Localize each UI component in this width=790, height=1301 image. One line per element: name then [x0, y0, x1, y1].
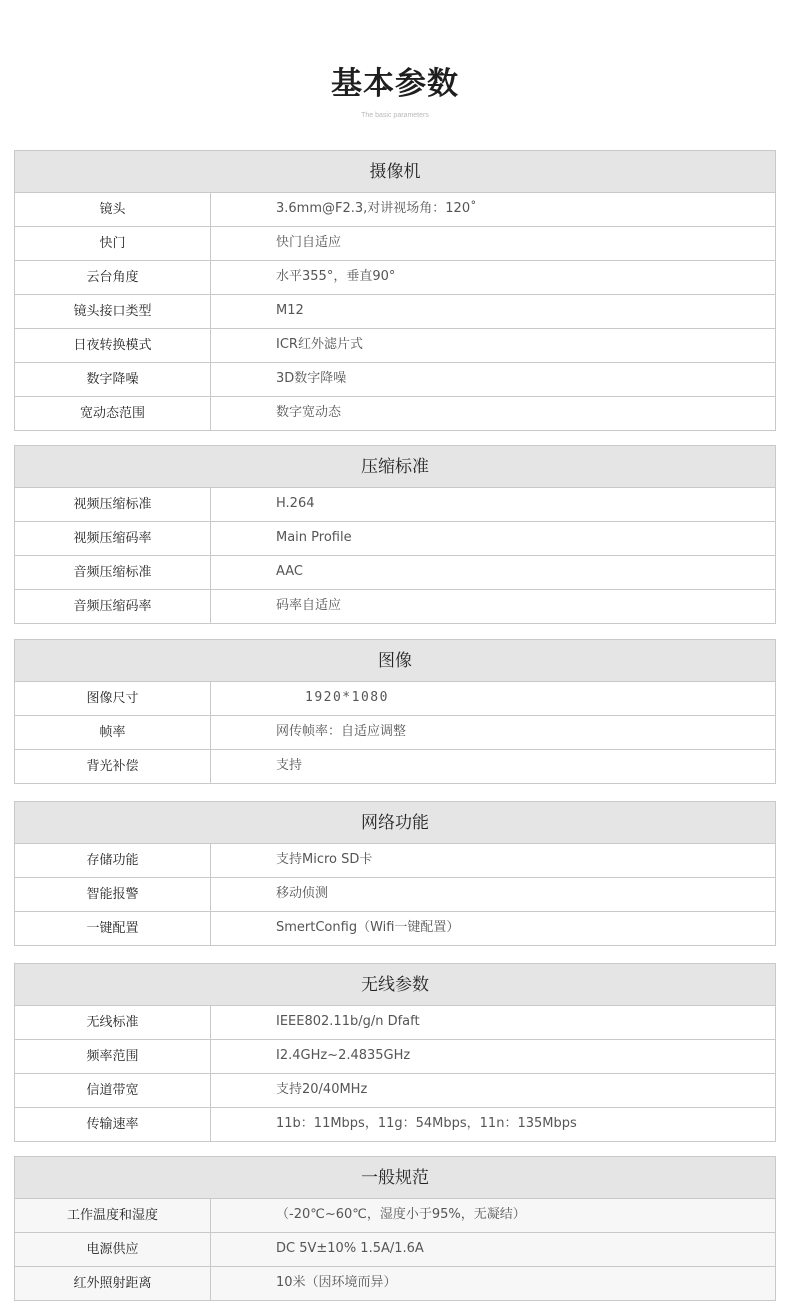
spec-label: 数字降噪: [15, 363, 211, 396]
spec-value: （-20℃~60℃，湿度小于95%，无凝结）: [276, 1207, 526, 1222]
spec-row: [15, 1266, 775, 1300]
spec-label: 工作温度和湿度: [15, 1199, 211, 1232]
spec-value: 3.6mm@F2.3,对讲视场角：120˚: [276, 201, 477, 216]
spec-label: 智能报警: [15, 878, 211, 911]
section-compression: [14, 445, 776, 624]
spec-row: [15, 396, 775, 430]
spec-label: 日夜转换模式: [15, 329, 211, 362]
spec-value: 移动侦测: [276, 886, 329, 901]
spec-label: 视频压缩标准: [15, 488, 211, 521]
spec-row: [15, 555, 775, 589]
spec-row: [15, 294, 775, 328]
spec-value: 支持: [276, 758, 303, 773]
spec-value: I2.4GHz~2.4835GHz: [276, 1048, 411, 1063]
spec-row: [15, 877, 775, 911]
section-title: 图像: [15, 640, 775, 681]
spec-row: [15, 192, 775, 226]
spec-value: 1920*1080: [305, 690, 389, 705]
spec-row: [15, 1198, 775, 1232]
spec-label: 快门: [15, 227, 211, 260]
spec-value: 水平355°，垂直90°: [276, 269, 396, 284]
spec-row: [15, 362, 775, 396]
spec-label: 镜头: [15, 193, 211, 226]
spec-row: [15, 1005, 775, 1039]
spec-row: [15, 749, 775, 783]
spec-value: SmertConfig（Wifi一键配置）: [276, 920, 460, 935]
spec-value: 快门自适应: [276, 235, 342, 250]
spec-value: AAC: [276, 564, 303, 579]
spec-value: 3D数字降噪: [276, 371, 347, 386]
spec-value: IEEE802.11b/g/n Dfaft: [276, 1014, 420, 1029]
spec-label: 背光补偿: [15, 750, 211, 783]
spec-row: [15, 1232, 775, 1266]
section-network: [14, 801, 776, 946]
spec-label: 存储功能: [15, 844, 211, 877]
spec-row: [15, 681, 775, 715]
spec-row: [15, 487, 775, 521]
spec-label: 宽动态范围: [15, 397, 211, 430]
spec-value: 支持Micro SD卡: [276, 852, 373, 867]
spec-label: 音频压缩标准: [15, 556, 211, 589]
spec-row: [15, 843, 775, 877]
spec-row: [15, 1107, 775, 1141]
spec-label: 镜头接口类型: [15, 295, 211, 328]
spec-label: 图像尺寸: [15, 682, 211, 715]
spec-label: 无线标准: [15, 1006, 211, 1039]
spec-row: [15, 226, 775, 260]
section-general: [14, 1156, 776, 1301]
spec-row: [15, 521, 775, 555]
spec-label: 信道带宽: [15, 1074, 211, 1107]
spec-value: 10米（因环境而异）: [276, 1275, 397, 1290]
page-subtitle: The basic parameters: [361, 112, 429, 119]
spec-row: [15, 911, 775, 945]
spec-value: Main Profile: [276, 530, 352, 545]
section-wireless: [14, 963, 776, 1142]
section-camera: [14, 150, 776, 431]
spec-value: 11b：11Mbps，11g：54Mbps，11n：135Mbps: [276, 1116, 577, 1131]
section-title: 压缩标准: [15, 446, 775, 487]
spec-row: [15, 589, 775, 623]
spec-value: 码率自适应: [276, 598, 342, 613]
page-title: 基本参数: [331, 66, 459, 102]
spec-label: 音频压缩码率: [15, 590, 211, 623]
spec-label: 帧率: [15, 716, 211, 749]
spec-label: 频率范围: [15, 1040, 211, 1073]
spec-label: 电源供应: [15, 1233, 211, 1266]
spec-value: 网传帧率：自适应调整: [276, 724, 407, 739]
spec-value: M12: [276, 303, 304, 318]
spec-value: DC 5V±10% 1.5A/1.6A: [276, 1241, 424, 1256]
section-title: 摄像机: [15, 151, 775, 192]
section-title: 网络功能: [15, 802, 775, 843]
section-title: 一般规范: [15, 1157, 775, 1198]
spec-row: [15, 328, 775, 362]
spec-value: ICR红外滤片式: [276, 337, 363, 352]
spec-value: 支持20/40MHz: [276, 1082, 368, 1097]
spec-label: 视频压缩码率: [15, 522, 211, 555]
spec-value: H.264: [276, 496, 315, 511]
spec-row: [15, 1039, 775, 1073]
spec-row: [15, 260, 775, 294]
spec-label: 传输速率: [15, 1108, 211, 1141]
spec-label: 一键配置: [15, 912, 211, 945]
spec-row: [15, 715, 775, 749]
spec-value: 数字宽动态: [276, 405, 342, 420]
spec-label: 红外照射距离: [15, 1267, 211, 1300]
spec-row: [15, 1073, 775, 1107]
section-title: 无线参数: [15, 964, 775, 1005]
section-image: [14, 639, 776, 784]
spec-label: 云台角度: [15, 261, 211, 294]
